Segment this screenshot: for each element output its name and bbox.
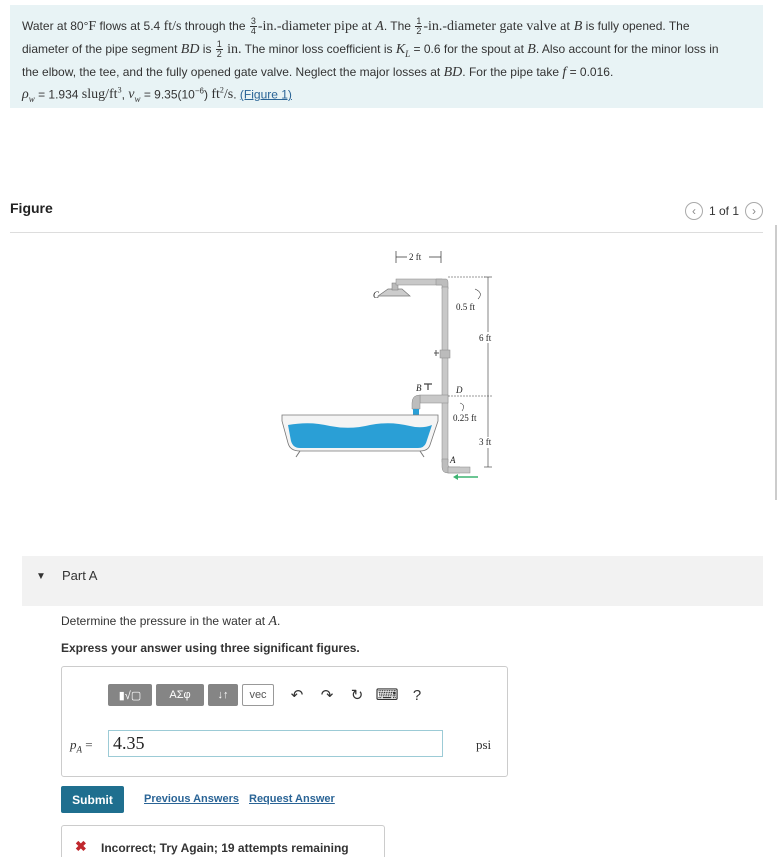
text xyxy=(128,87,141,105)
text: 2 xyxy=(216,49,222,60)
text: 3 xyxy=(117,85,122,95)
chevron-left-icon: ‹ xyxy=(691,204,696,218)
text: BD xyxy=(443,64,463,80)
text: is xyxy=(199,42,215,56)
dim-6ft-label: 6 ft xyxy=(479,333,492,343)
text: K xyxy=(395,42,406,57)
flow-arrowhead xyxy=(453,474,458,480)
problem-line-4 xyxy=(22,80,751,110)
text: = 0.016. xyxy=(566,64,614,79)
spout-pipe xyxy=(420,395,448,403)
text: is fully opened. The xyxy=(582,19,690,33)
text: , xyxy=(121,87,129,102)
text: w xyxy=(28,94,35,105)
vertical-pipe xyxy=(442,287,448,462)
text: p xyxy=(70,737,77,752)
label-d: D xyxy=(456,385,463,395)
problem-line-1 xyxy=(22,15,751,38)
prev-figure-button[interactable] xyxy=(685,202,703,220)
question-text xyxy=(61,614,280,630)
text: The minor loss coefficient is xyxy=(241,42,396,56)
text: ° xyxy=(83,19,89,33)
text: 2 xyxy=(416,26,422,37)
keyboard-icon[interactable]: ⌨ xyxy=(375,687,399,704)
text: 4 xyxy=(250,26,256,37)
request-answer-link[interactable]: Request Answer xyxy=(249,793,335,805)
dim-2ft-label: 2 ft xyxy=(409,252,422,262)
text: . The xyxy=(383,19,415,33)
text xyxy=(396,42,410,57)
text: ft xyxy=(211,87,220,103)
figure-title: Figure xyxy=(10,200,53,216)
text: /s xyxy=(223,87,234,103)
answer-label xyxy=(70,737,93,755)
text: . xyxy=(233,87,240,102)
figure-header xyxy=(10,200,763,233)
text: . Also account for the minor loss in xyxy=(535,42,719,56)
text: w xyxy=(134,94,141,105)
math-toolbar xyxy=(108,684,428,706)
fraction-one-half xyxy=(216,40,223,59)
text: = 0.6 for the spout at xyxy=(410,42,528,56)
text: A xyxy=(76,744,82,755)
text: ) xyxy=(203,87,212,102)
text: . For the pipe take xyxy=(462,64,563,79)
part-a-header[interactable] xyxy=(22,556,763,606)
answer-unit: psi xyxy=(476,737,492,752)
incorrect-icon: ✖ xyxy=(75,838,87,854)
text: 2 xyxy=(219,85,224,95)
text: 1 xyxy=(216,39,222,50)
text: . xyxy=(277,614,281,628)
collapse-triangle-icon[interactable]: ▼ xyxy=(36,571,46,582)
text: the elbow, the tee, and the fully opened gate valve. Neglect the major losses at xyxy=(22,64,444,79)
text: 3 xyxy=(250,16,256,27)
feedback-box xyxy=(61,825,385,857)
text: flows at 5.4 xyxy=(96,19,164,33)
text: slug/ft xyxy=(81,87,118,103)
vec-button[interactable]: vec xyxy=(242,684,274,706)
problem-statement xyxy=(10,5,763,108)
fraction-one-half xyxy=(415,17,422,36)
text: = 1.934 xyxy=(34,87,82,102)
tub-water xyxy=(288,423,432,448)
dim-025ft-label: 0.25 ft xyxy=(453,413,477,423)
greek-button[interactable]: ΑΣφ xyxy=(156,684,204,706)
coupling xyxy=(440,350,450,358)
label-b: B xyxy=(416,383,422,393)
text: ft/s xyxy=(163,19,182,34)
text: -in.-diameter gate valve at xyxy=(423,19,574,34)
text: F xyxy=(88,19,97,34)
answer-input[interactable]: 4.35 xyxy=(108,730,443,757)
answer-box xyxy=(61,666,508,777)
radius-arc xyxy=(460,403,464,411)
text: −6 xyxy=(194,86,204,96)
text: ν xyxy=(128,87,135,103)
valve-handle xyxy=(434,350,439,356)
label-c: C xyxy=(373,290,380,300)
figure-pager xyxy=(685,202,763,220)
text: B xyxy=(527,42,536,57)
pipe-diagram xyxy=(270,245,510,495)
pager-text: 1 of 1 xyxy=(708,204,739,218)
text: A xyxy=(375,19,384,34)
part-label: Part A xyxy=(62,568,98,583)
help-icon[interactable]: ? xyxy=(412,686,422,704)
dim-05ft-label: 0.5 ft xyxy=(456,302,475,312)
text: A xyxy=(268,614,277,629)
feedback-text: Incorrect; Try Again; 19 attempts remaining xyxy=(101,841,349,855)
text: Water at 80 xyxy=(22,19,84,33)
text xyxy=(82,87,122,102)
text: f xyxy=(562,64,567,80)
templates-button[interactable]: ▮√▢ xyxy=(108,684,152,706)
previous-answers-link[interactable]: Previous Answers xyxy=(144,793,239,805)
spout xyxy=(412,395,420,409)
inlet-pipe xyxy=(448,467,470,473)
fraction-three-quarters xyxy=(250,17,257,36)
subscript-button[interactable]: ↓↑ xyxy=(208,684,238,706)
undo-icon[interactable]: ↶ xyxy=(290,687,304,704)
submit-button[interactable]: Submit xyxy=(61,786,124,813)
text: through the xyxy=(181,19,249,33)
text: Determine the pressure in the water at xyxy=(61,614,269,628)
text: = 9.35(10 xyxy=(140,87,195,102)
figure-link[interactable]: (Figure 1) xyxy=(239,87,292,102)
text: B xyxy=(573,19,583,34)
text: BD xyxy=(180,42,200,57)
reset-icon[interactable]: ↻ xyxy=(350,687,364,704)
text: 1 xyxy=(416,16,422,27)
text: ρ xyxy=(22,87,29,103)
label-a: A xyxy=(450,455,456,465)
text xyxy=(22,87,35,105)
instruction-text: Express your answer using three significant figures. xyxy=(61,641,360,655)
redo-icon[interactable]: ↷ xyxy=(320,687,334,704)
radius-arc xyxy=(475,289,480,299)
chevron-right-icon: › xyxy=(752,204,756,218)
text: L xyxy=(405,48,411,59)
text: in. xyxy=(227,42,242,57)
text xyxy=(211,87,233,102)
text: = xyxy=(82,737,93,752)
dim-3ft-label: 3 ft xyxy=(479,437,492,447)
next-figure-button[interactable] xyxy=(745,202,763,220)
figure-diagram xyxy=(270,245,510,495)
top-pipe xyxy=(396,279,442,285)
problem-line-2 xyxy=(22,38,751,65)
text: -in.-diameter pipe at xyxy=(257,19,376,34)
tub-feet xyxy=(296,451,424,457)
text: diameter of the pipe segment xyxy=(22,42,181,56)
problem-line-3 xyxy=(22,65,751,80)
gate-valve-handle xyxy=(424,384,432,390)
